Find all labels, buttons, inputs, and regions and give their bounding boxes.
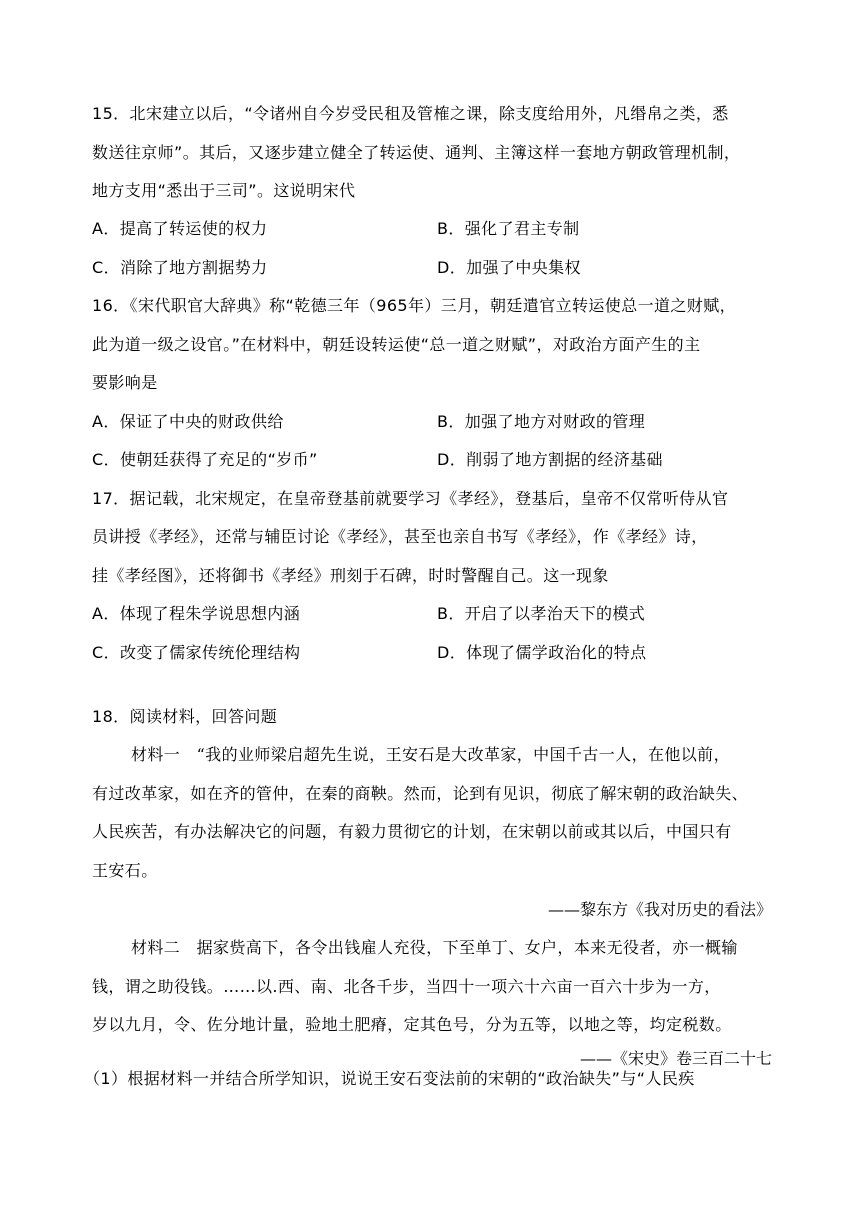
q18-subquestion-1: （1）根据材料一并结合所学知识，说说王安石变法前的宋朝的“政治缺失”与“人民疾 <box>84 1069 695 1088</box>
q17-line-2: 员讲授《孝经》，还常与辅臣讨论《孝经》，甚至也亲自书写《孝经》，作《孝经》诗， <box>92 527 708 546</box>
q18-material2-line-2: 钱，谓之助役钱。……以.西、南、北各千步，当四十一项六十六亩一百六十步为一方， <box>92 977 721 996</box>
q15-option-c[interactable]: C．消除了地方割据势力 <box>92 258 268 277</box>
q15-line-1: 15．北宋建立以后，“令诸州自今岁受民租及管榷之课，除支度给用外，凡缗帛之类，悉 <box>92 104 729 123</box>
q16-option-d[interactable]: D．削弱了地方割据的经济基础 <box>437 450 663 469</box>
q16-line-3: 要影响是 <box>92 373 158 392</box>
q18-title: 18．阅读材料，回答问题 <box>92 707 278 726</box>
q17-option-a[interactable]: A．体现了程朱学说思想内涵 <box>92 604 301 623</box>
q18-material1-line-4: 王安石。 <box>92 861 158 880</box>
q16-option-b[interactable]: B．加强了地方对财政的管理 <box>437 412 646 431</box>
q15-option-b[interactable]: B．强化了君主专制 <box>437 219 580 238</box>
q18-source-2: ——《宋史》卷三百二十七 <box>579 1049 772 1068</box>
q18-material2-line-1: 材料二 据家赀高下，各令出钱雇人充役，下至单丁、女户，本来无役者，亦一概输 <box>131 938 738 957</box>
q15-option-d[interactable]: D．加强了中央集权 <box>437 258 581 277</box>
q18-material2-line-3: 岁以九月，令、佐分地计量，验地土肥瘠，定其色号，分为五等，以地之等，均定税数。 <box>92 1015 732 1034</box>
q17-option-c[interactable]: C．改变了儒家传统伦理结构 <box>92 643 301 662</box>
q18-material1-line-1: 材料一 “我的业师梁启超先生说，王安石是大改革家，中国千古一人，在他以前， <box>131 745 730 764</box>
q18-material1-line-3: 人民疾苦，有办法解决它的问题，有毅力贯彻它的计划，在宋朝以前或其以后，中国只有 <box>92 822 732 841</box>
q18-source-1: ——黎东方《我对历史的看法》 <box>547 900 772 919</box>
q16-option-a[interactable]: A．保证了中央的财政供给 <box>92 412 284 431</box>
q16-line-2: 此为道一级之设官。”在材料中，朝廷设转运使“总一道之财赋”，对政治方面产生的主 <box>92 335 701 354</box>
q17-line-3: 挂《孝经图》，还将御书《孝经》刑刻于石碑，时时警醒自己。这一现象 <box>92 566 609 585</box>
q17-option-d[interactable]: D．体现了儒学政治化的特点 <box>437 643 647 662</box>
q15-line-2: 数送往京师”。其后，又逐步建立健全了转运使、通判、主簿这样一套地方朝政管理机制， <box>92 143 741 162</box>
q17-line-1: 17．据记载，北宋规定，在皇帝登基前就要学习《孝经》，登基后，皇帝不仅常听侍从官 <box>92 489 729 508</box>
q15-option-a[interactable]: A．提高了转运使的权力 <box>92 219 268 238</box>
q16-option-c[interactable]: C．使朝廷获得了充足的“岁币” <box>92 450 318 469</box>
q18-material1-line-2: 有过改革家，如在齐的管仲，在秦的商鞅。然而，论到有见识，彻底了解宋朝的政治缺失、 <box>92 784 749 803</box>
q17-option-b[interactable]: B．开启了以孝治天下的模式 <box>437 604 646 623</box>
q15-line-3: 地方支用“悉出于三司”。这说明宋代 <box>92 181 356 200</box>
q16-line-1: 16．《宋代职官大辞典》称“乾德三年（965年）三月，朝廷遣官立转运使总一道之财赋， <box>92 296 736 315</box>
